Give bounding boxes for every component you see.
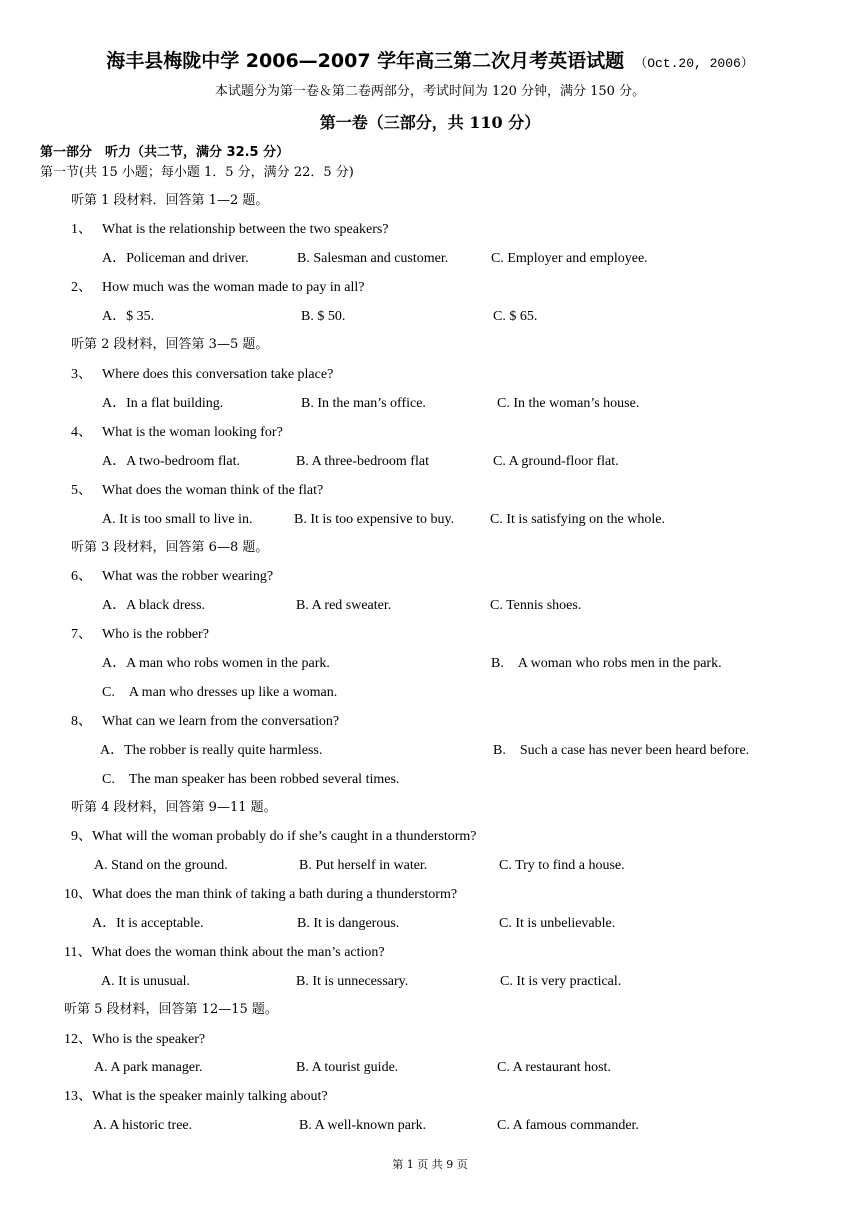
question-8-option-c: C. The man speaker has been robbed several times. [102,772,400,787]
question-2-option-c: C. $ 65. [493,309,538,324]
question-13-option-a: A. A historic tree. [93,1118,193,1133]
question-12-option-b: B. A tourist guide. [296,1060,399,1075]
question-7-option-c: C. A man who dresses up like a woman. [102,685,338,700]
question-11-option-a: A. It is unusual. [101,974,191,989]
material-3-instruction: 听第 3 段材料，回答第 6—8 题。 [71,540,269,555]
question-5-option-b: B. It is too expensive to buy. [294,512,455,527]
material-1-instruction: 听第 1 段材料．回答第 1—2 题。 [71,193,269,208]
question-8-option-b: B. Such a case has never been heard before. [493,743,750,758]
section-heading: 第一节(共 15 小题；每小题 1．5 分，满分 22．5 分) [40,165,354,180]
question-5-option-c: C. It is satisfying on the whole. [490,512,665,527]
question-5-text: What does the woman think of the flat? [102,483,324,498]
question-9-option-c: C. Try to find a house. [499,858,625,873]
question-1-option-b: B. Salesman and customer. [297,251,449,266]
question-1-option-c: C. Employer and employee. [491,251,648,266]
question-4-text: What is the woman looking for? [102,425,283,440]
question-3-number: 3、 [71,367,92,382]
material-4-instruction: 听第 4 段材料，回答第 9—11 题。 [71,800,277,815]
question-1-text: What is the relationship between the two speakers? [102,222,389,237]
question-8-text: What can we learn from the conversation? [102,714,340,729]
exam-title-text: 海丰县梅陇中学 2006—2007 学年高三第二次月考英语试题 [106,50,625,72]
question-7-option-a: A．A man who robs women in the park. [102,656,330,671]
question-3-option-b: B. In the man’s office. [301,396,426,411]
question-9-option-a: A. Stand on the ground. [94,858,228,873]
question-9-text: 9、What will the woman probably do if she’s caught in a thunderstorm? [71,829,477,844]
question-7-number: 7、 [71,627,92,642]
question-10-text: 10、What does the man think of taking a bath during a thunderstorm? [64,887,458,902]
question-3-text: Where does this conversation take place? [102,367,334,382]
question-11-option-c: C. It is very practical. [500,974,622,989]
question-2-option-a: A．$ 35. [102,309,155,324]
material-2-instruction: 听第 2 段材料，回答第 3—5 题。 [71,337,269,352]
question-6-option-c: C. Tennis shoes. [490,598,582,613]
question-10-option-c: C. It is unbelievable. [499,916,616,931]
question-13-text: 13、What is the speaker mainly talking about? [64,1089,328,1104]
volume-heading: 第一卷（三部分，共 110 分） [319,113,541,132]
question-11-text: 11、What does the woman think about the man’s action? [64,945,385,960]
question-12-option-c: C. A restaurant host. [497,1060,611,1075]
question-4-option-b: B. A three-bedroom flat [296,454,429,469]
question-4-number: 4、 [71,425,92,440]
question-4-option-a: A．A two-bedroom flat. [102,454,241,469]
question-7-option-b: B. A woman who robs men in the park. [491,656,722,671]
question-3-option-c: C. In the woman’s house. [497,396,640,411]
question-5-option-a: A. It is too small to live in. [102,512,253,527]
question-6-option-b: B. A red sweater. [296,598,392,613]
question-12-text: 12、Who is the speaker? [64,1032,206,1047]
exam-date: （Oct.20, 2006） [634,56,754,71]
question-6-text: What was the robber wearing? [102,569,274,584]
question-2-text: How much was the woman made to pay in all? [102,280,365,295]
question-3-option-a: A．In a flat building. [102,396,224,411]
question-13-option-b: B. A well-known park. [299,1118,427,1133]
question-10-option-b: B. It is dangerous. [297,916,400,931]
question-9-option-b: B. Put herself in water. [299,858,428,873]
question-11-option-b: B. It is unnecessary. [296,974,409,989]
exam-instructions: 本试题分为第一卷＆第二卷两部分，考试时间为 120 分钟，满分 150 分。 [214,84,646,99]
question-2-option-b: B. $ 50. [301,309,346,324]
exam-title [0,46,860,73]
question-8-number: 8、 [71,714,92,729]
part-heading: 第一部分 听力（共二节，满分 32.5 分） [40,145,290,160]
question-1-option-a: A．Policeman and driver. [102,251,249,266]
question-7-text: Who is the robber? [102,627,209,642]
question-13-option-c: C. A famous commander. [497,1118,639,1133]
question-6-option-a: A．A black dress. [102,598,206,613]
question-10-option-a: A．It is acceptable. [92,916,204,931]
question-6-number: 6、 [71,569,92,584]
question-8-option-a: A．The robber is really quite harmless. [100,743,323,758]
question-4-option-c: C. A ground-floor flat. [493,454,619,469]
question-12-option-a: A. A park manager. [94,1060,203,1075]
material-5-instruction: 听第 5 段材料，回答第 12—15 题。 [64,1002,278,1017]
question-2-number: 2、 [71,280,92,295]
question-5-number: 5、 [71,483,92,498]
question-1-number: 1、 [71,222,92,237]
page-footer: 第 1 页 共 9 页 [392,1158,468,1171]
